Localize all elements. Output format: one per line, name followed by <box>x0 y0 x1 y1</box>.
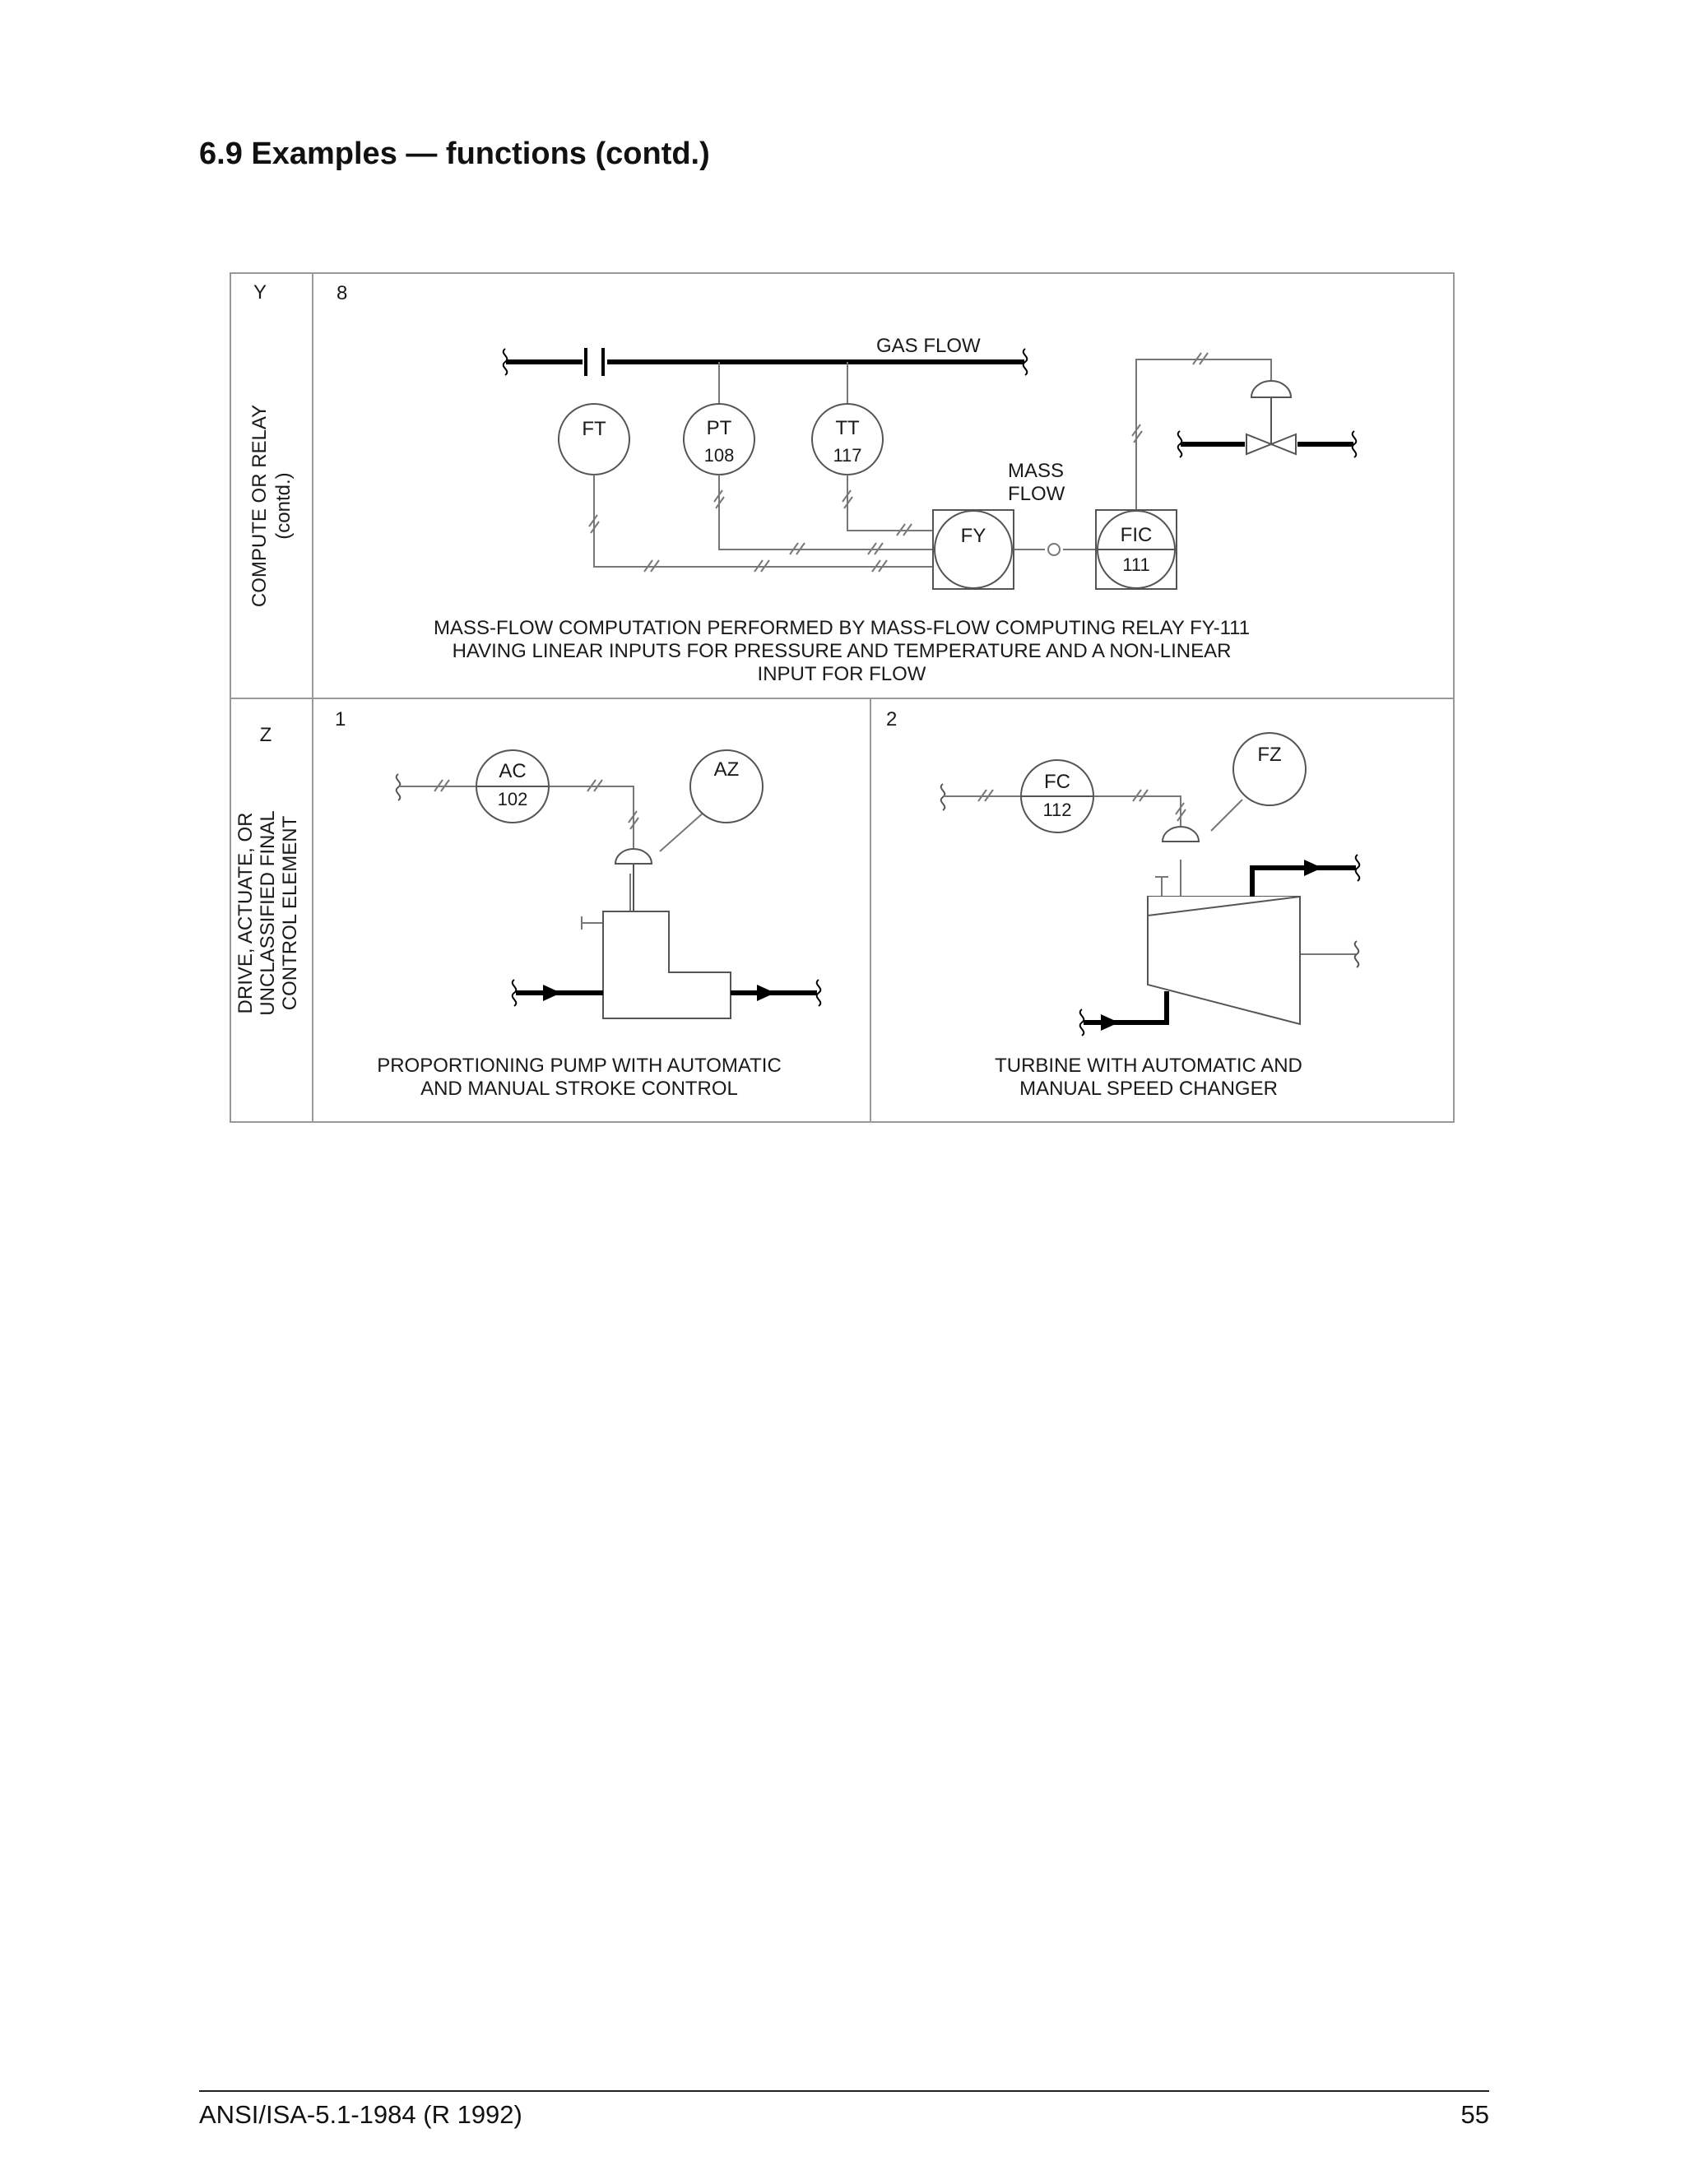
control-valve <box>1178 381 1357 457</box>
turbine-diagram <box>941 733 1360 1100</box>
tt-number: 117 <box>833 445 862 466</box>
row-label-z-line3: CONTROL ELEMENT <box>279 815 301 1011</box>
mass-flow-diagram <box>434 335 1356 685</box>
caption-z1-line2: AND MANUAL STROKE CONTROL <box>420 1078 738 1100</box>
az-actuator-bubble <box>690 750 763 823</box>
example-number-z1: 1 <box>335 708 346 730</box>
ac-controller-bubble <box>476 750 549 823</box>
row-label-z-line2: UNCLASSIFIED FINAL <box>257 810 279 1016</box>
page-number: 55 <box>1460 2100 1489 2129</box>
pt-number: 108 <box>703 445 735 466</box>
ac-number: 102 <box>497 789 528 809</box>
mass-flow-label-line2: FLOW <box>1008 483 1065 505</box>
fc-controller-bubble <box>1021 760 1093 832</box>
caption-z2-line1: TURBINE WITH AUTOMATIC AND <box>995 1055 1302 1077</box>
mass-flow-label-line1: MASS <box>1008 460 1065 482</box>
ac-tag: AC <box>499 760 527 782</box>
pt-instrument-bubble <box>684 404 754 475</box>
row-letter-y: Y <box>253 281 267 304</box>
row-label-y: COMPUTE OR RELAY <box>248 404 271 608</box>
pump-body <box>603 911 731 1018</box>
row-sublabel-y: (contd.) <box>272 472 295 540</box>
tt-tag: TT <box>835 417 860 439</box>
fc-tag: FC <box>1044 771 1070 793</box>
row-label-z-line1: DRIVE, ACTUATE, OR <box>234 812 257 1014</box>
pt-tag: PT <box>706 417 732 439</box>
row-letter-z: Z <box>259 724 272 746</box>
example-number-y8: 8 <box>337 282 348 304</box>
fic-controller <box>1096 510 1177 589</box>
tt-instrument-bubble <box>812 404 883 475</box>
ft-instrument-bubble <box>559 404 629 475</box>
example-number-z2: 2 <box>886 708 898 730</box>
turbine-actuator <box>1163 827 1199 842</box>
caption-y8-line3: INPUT FOR FLOW <box>757 663 926 685</box>
fz-tag: FZ <box>1257 744 1282 766</box>
turbine-body <box>1148 897 1300 1024</box>
pump-actuator <box>615 849 652 911</box>
proportioning-pump-diagram <box>377 750 820 1100</box>
fz-speed-changer-bubble <box>1233 733 1306 805</box>
footer-rule <box>199 2090 1489 2092</box>
caption-z1-line1: PROPORTIONING PUMP WITH AUTOMATIC <box>377 1055 782 1077</box>
fy-computing-relay <box>933 510 1014 589</box>
fic-tag: FIC <box>1120 524 1153 546</box>
caption-z2-line2: MANUAL SPEED CHANGER <box>1019 1078 1278 1100</box>
az-tag: AZ <box>713 758 740 781</box>
ft-tag: FT <box>582 418 606 440</box>
footer-standard-id: ANSI/ISA-5.1-1984 (R 1992) <box>199 2100 522 2129</box>
caption-y8-line1: MASS-FLOW COMPUTATION PERFORMED BY MASS-FLOW COMPUTING RELAY FY-111 <box>433 617 1251 639</box>
fic-number: 111 <box>1122 554 1150 575</box>
page-title: 6.9 Examples — functions (contd.) <box>199 137 710 171</box>
caption-y8-line2: HAVING LINEAR INPUTS FOR PRESSURE AND TEMPERATURE AND A NON-LINEAR <box>452 640 1232 662</box>
gas-flow-label: GAS FLOW <box>876 335 981 357</box>
fy-tag: FY <box>960 525 986 547</box>
fc-number: 112 <box>1042 800 1072 820</box>
